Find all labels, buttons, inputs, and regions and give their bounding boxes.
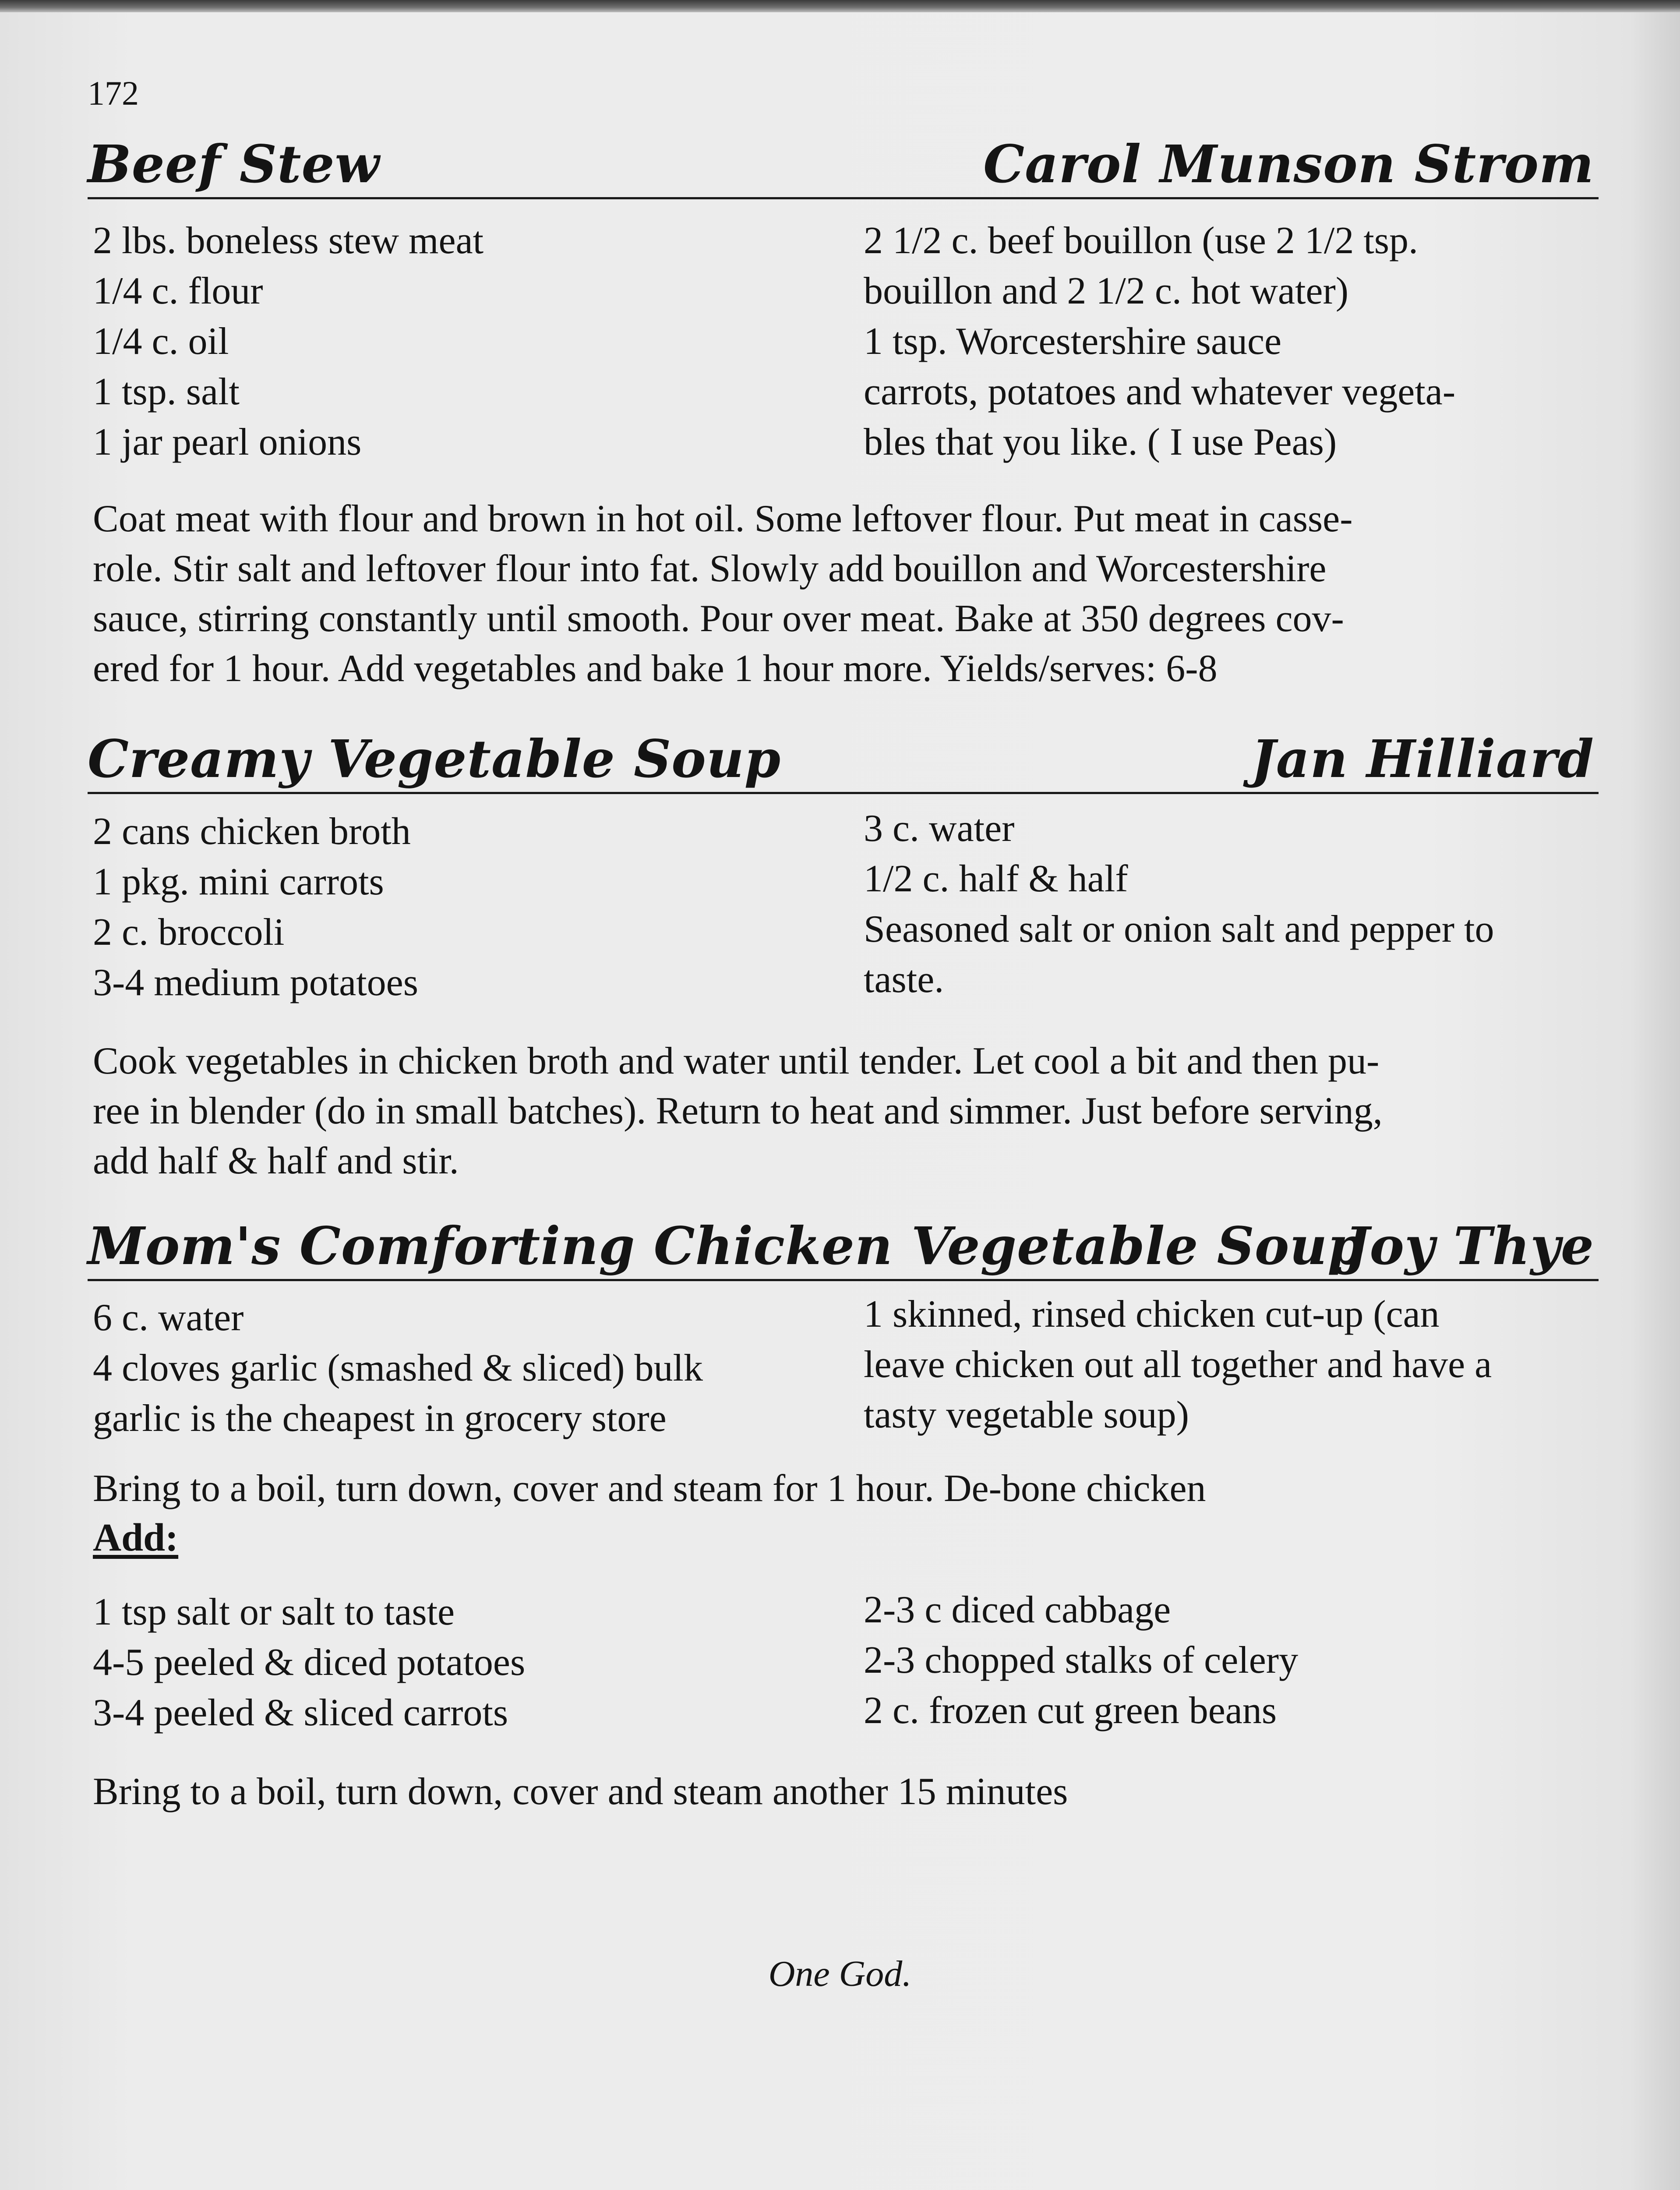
- ingredient: tasty vegetable soup): [864, 1394, 1189, 1436]
- recipe-title: Creamy Vegetable Soup: [88, 728, 781, 789]
- page-number: 172: [88, 74, 139, 112]
- ingredient: 1/4 c. oil: [93, 320, 229, 363]
- ingredient: garlic is the cheapest in grocery store: [93, 1397, 667, 1440]
- ingredient: 4 cloves garlic (smashed & sliced) bulk: [93, 1347, 703, 1389]
- recipe-title: Beef Stew: [88, 134, 380, 194]
- ingredient: 2 c. broccoli: [93, 911, 285, 954]
- directions-line: ree in blender (do in small batches). Return to heat and simmer. Just before serving,: [93, 1090, 1383, 1132]
- recipe-author: Carol Munson Strom: [983, 134, 1594, 194]
- directions-line: sauce, stirring constantly until smooth. Pour over meat. Bake at 350 degrees cov-: [93, 597, 1344, 640]
- recipe-directions: [93, 494, 1595, 694]
- recipe-header-creamy-vegetable-soup: [88, 726, 1599, 794]
- ingredient: taste.: [864, 958, 944, 1001]
- ingredient: 2 lbs. boneless stew meat: [93, 219, 484, 262]
- ingredient: 1/2 c. half & half: [864, 858, 1128, 900]
- recipe-header-chicken-vegetable-soup: [88, 1213, 1599, 1281]
- ingredient: Seasoned salt or onion salt and pepper to: [864, 908, 1494, 950]
- recipe-title: Mom's Comforting Chicken Vegetable Soup: [88, 1215, 1364, 1276]
- add-label: Add:: [93, 1516, 179, 1559]
- directions-line: add half & half and stir.: [93, 1140, 459, 1182]
- directions-line: Coat meat with flour and brown in hot oil. Some leftover flour. Put meat in casse-: [93, 498, 1353, 540]
- directions-line: role. Stir salt and leftover flour into fat. Slowly add bouillon and Worcestershire: [93, 548, 1327, 590]
- recipe-step: Bring to a boil, turn down, cover and steam another 15 minutes: [93, 1770, 1068, 1813]
- ingredient: 2 c. frozen cut green beans: [864, 1689, 1277, 1732]
- ingredient: 1 tsp salt or salt to taste: [93, 1591, 455, 1633]
- recipe-author: Jan Hilliard: [1251, 728, 1594, 789]
- ingredient: bouillon and 2 1/2 c. hot water): [864, 270, 1349, 312]
- ingredient: carrots, potatoes and whatever vegeta-: [864, 371, 1456, 413]
- ingredient: 3 c. water: [864, 807, 1015, 850]
- ingredient: 1 tsp. salt: [93, 371, 240, 413]
- page-footer: One God.: [768, 1953, 912, 1994]
- recipe-header-beef-stew: [88, 131, 1599, 199]
- ingredient: bles that you like. ( I use Peas): [864, 421, 1337, 463]
- ingredient: 3-4 medium potatoes: [93, 961, 418, 1004]
- recipe-author: Joy Thye: [1345, 1215, 1594, 1276]
- ingredient: leave chicken out all together and have a: [864, 1343, 1492, 1386]
- ingredient: 3-4 peeled & sliced carrots: [93, 1692, 508, 1734]
- recipe-directions: [93, 1036, 1595, 1186]
- ingredient: 2 cans chicken broth: [93, 810, 411, 853]
- ingredient: 1 skinned, rinsed chicken cut-up (can: [864, 1293, 1440, 1335]
- ingredient: 4-5 peeled & diced potatoes: [93, 1641, 526, 1684]
- ingredient: 6 c. water: [93, 1296, 244, 1339]
- recipe-step: Bring to a boil, turn down, cover and steam for 1 hour. De-bone chicken: [93, 1467, 1206, 1510]
- ingredient: 1/4 c. flour: [93, 270, 263, 312]
- ingredient: 1 jar pearl onions: [93, 421, 362, 463]
- page-top-edge: [0, 0, 1680, 12]
- directions-line: Cook vegetables in chicken broth and water until tender. Let cool a bit and then pu-: [93, 1040, 1380, 1082]
- ingredient: 2-3 c diced cabbage: [864, 1589, 1171, 1631]
- ingredient: 2 1/2 c. beef bouillon (use 2 1/2 tsp.: [864, 219, 1419, 262]
- ingredient: 2-3 chopped stalks of celery: [864, 1639, 1299, 1681]
- ingredient: 1 pkg. mini carrots: [93, 861, 384, 903]
- directions-line: ered for 1 hour. Add vegetables and bake 1 hour more. Yields/serves: 6-8: [93, 647, 1218, 690]
- ingredient: 1 tsp. Worcestershire sauce: [864, 320, 1282, 363]
